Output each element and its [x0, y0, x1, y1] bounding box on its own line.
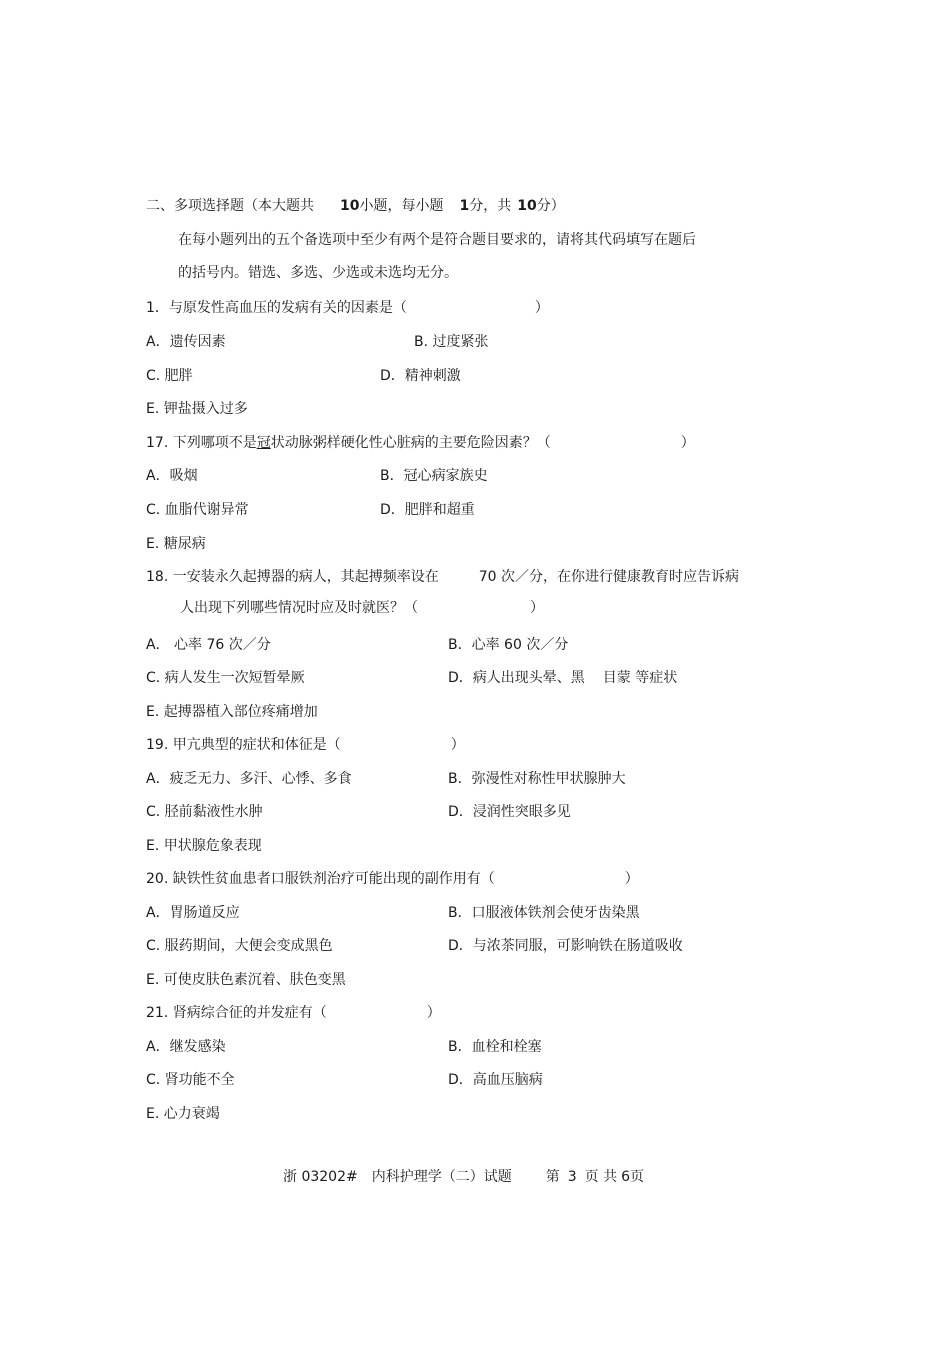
option-d: D．浸润性突眼多见 [448, 804, 571, 820]
page-number: 3 [567, 1169, 577, 1185]
section-question-count: 10 [340, 198, 360, 214]
option-a: A．吸烟 [146, 468, 198, 484]
underlined-word: 冠 [256, 435, 271, 451]
section-heading-mid1: 小题，每小题 [359, 198, 444, 214]
question-stem: 19. 甲亢典型的症状和体征是（ ） [146, 737, 465, 753]
option-b: B．血栓和栓塞 [448, 1039, 542, 1055]
exam-subject: 内科护理学（二）试题 [371, 1169, 512, 1185]
option-c: C. 病人发生一次短暂晕厥 [146, 670, 305, 686]
option-a: A．疲乏无力、多汗、心悸、多食 [146, 771, 352, 787]
option-e: E. 钾盐摄入过多 [146, 401, 248, 417]
option-e: E. 可使皮肤色素沉着、肤色变黑 [146, 972, 346, 988]
option-d: D．肥胖和超重 [380, 502, 475, 518]
option-b: B. 过度紧张 [414, 334, 489, 350]
option-c: C. 胫前黏液性水肿 [146, 804, 263, 820]
question-stem: 17. 下列哪项不是冠状动脉粥样硬化性心脏病的主要危险因素？（ ） [146, 435, 695, 451]
option-a: A．胃肠道反应 [146, 905, 240, 921]
option-a: A． 心率 76 次／分 [146, 637, 271, 653]
question-stem-line2: 人出现下列哪些情况时应及时就医？（ ） [180, 600, 544, 616]
section-instruction-line2: 的括号内。错选、多选、少选或未选均无分。 [178, 265, 458, 281]
option-b: B．弥漫性对称性甲状腺肿大 [448, 771, 626, 787]
section-heading-prefix: 二、多项选择题（本大题共 [146, 198, 314, 214]
option-b: B．口服液体铁剂会使牙齿染黑 [448, 905, 640, 921]
question-stem: 1．与原发性高血压的发病有关的因素是（ ） [146, 300, 549, 316]
option-e: E. 心力衰竭 [146, 1106, 220, 1122]
total-pages: 6 [621, 1169, 631, 1185]
section-heading-mid2: 分，共 [469, 198, 512, 214]
question-stem-line1: 18. 一安装永久起搏器的病人，其起搏频率设在 70 次／分，在你进行健康教育时应告诉病 [146, 569, 739, 585]
option-c: C. 服药期间，大便会变成黑色 [146, 938, 333, 954]
option-e: E. 甲状腺危象表现 [146, 838, 262, 854]
option-d: D．高血压脑病 [448, 1072, 543, 1088]
option-a: A．继发感染 [146, 1039, 226, 1055]
option-e: E. 糖尿病 [146, 536, 206, 552]
question-stem: 20. 缺铁性贫血患者口服铁剂治疗可能出现的副作用有（ ） [146, 871, 639, 887]
section-instruction-line1: 在每小题列出的五个备选项中至少有两个是符合题目要求的，请将其代码填写在题后 [178, 232, 696, 248]
section-heading [146, 196, 565, 216]
option-d: D．病人出现头晕、黑 目蒙 等症状 [448, 670, 678, 686]
question-stem: 21. 肾病综合征的并发症有（ ） [146, 1005, 441, 1021]
section-score-each: 1 [459, 198, 470, 214]
section-total-score: 10 [517, 198, 537, 214]
option-c: C. 血脂代谢异常 [146, 502, 249, 518]
section-heading-suffix: 分） [536, 198, 565, 214]
option-d: D．与浓茶同服，可影响铁在肠道吸收 [448, 938, 683, 954]
page-footer: 浙 03202# 内科护理学（二）试题 第 3 页 共 6页 [283, 1169, 645, 1185]
option-c: C. 肾功能不全 [146, 1072, 235, 1088]
option-b: B．心率 60 次／分 [448, 637, 569, 653]
exam-code: 浙 03202# [283, 1169, 358, 1185]
option-c: C. 肥胖 [146, 368, 193, 384]
option-b: B．冠心病家族史 [380, 468, 488, 484]
option-e: E. 起搏器植入部位疼痛增加 [146, 704, 318, 720]
option-d: D．精神刺激 [380, 368, 461, 384]
option-a: A．遗传因素 [146, 334, 226, 350]
